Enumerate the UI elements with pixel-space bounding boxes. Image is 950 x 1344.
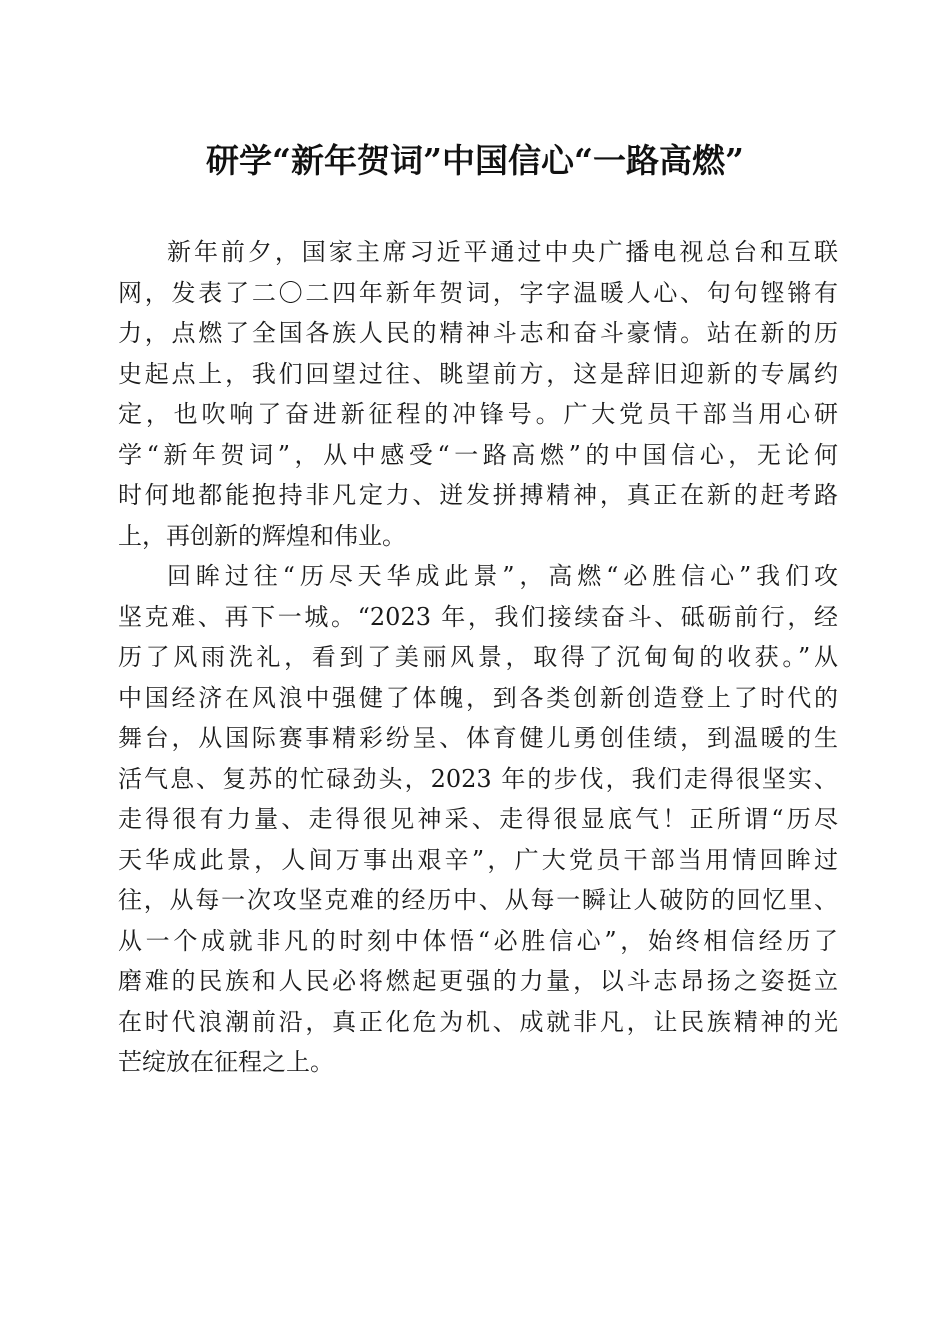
paragraph-line: 历了风雨洗礼，看到了美丽风景，取得了沉甸甸的收获。”从	[118, 643, 838, 671]
paragraph-line: 坚克难、再下一城。“2023 年，我们接续奋斗、砥砺前行，经	[118, 602, 838, 631]
paragraph-line: 活气息、复苏的忙碌劲头，2023 年的步伐，我们走得很坚实、	[118, 764, 838, 793]
paragraph-line: 网，发表了二〇二四年新年贺词，字字温暖人心、句句铿锵有	[118, 278, 838, 307]
paragraph-line: 回眸过往“历尽天华成此景”，高燃“必胜信心”我们攻	[167, 562, 838, 590]
paragraph-line: 学“新年贺词”，从中感受“一路高燃”的中国信心，无论何	[118, 440, 838, 469]
paragraph-line: 从一个成就非凡的时刻中体悟“必胜信心”，始终相信经历了	[118, 926, 838, 955]
paragraph-2	[118, 556, 838, 1083]
paragraph-line: 天华成此景，人间万事出艰辛”，广大党员干部当用情回眸过	[118, 845, 838, 874]
paragraph-line: 往，从每一次攻坚克难的经历中、从每一瞬让人破防的回忆里、	[118, 886, 838, 914]
paragraph-line: 在时代浪潮前沿，真正化危为机、成就非凡，让民族精神的光	[118, 1007, 838, 1036]
paragraph-line: 力，点燃了全国各族人民的精神斗志和奋斗豪情。站在新的历	[118, 319, 838, 347]
document-title: 研学“新年贺词”中国信心“一路高燃”	[206, 141, 744, 180]
paragraph-line: 时何地都能抱持非凡定力、迸发拼搏精神，真正在新的赶考路	[118, 481, 838, 509]
document-body	[118, 232, 838, 1083]
paragraph-line: 走得很有力量、走得很见神采、走得很显底气！正所谓“历尽	[118, 805, 838, 833]
paragraph-line: 磨难的民族和人民必将燃起更强的力量，以斗志昂扬之姿挺立	[118, 967, 838, 995]
paragraph-line: 新年前夕，国家主席习近平通过中央广播电视总台和互联	[167, 238, 838, 266]
paragraph-line: 上，再创新的辉煌和伟业。	[118, 521, 406, 550]
paragraph-line: 芒绽放在征程之上。	[118, 1048, 334, 1076]
paragraph-line: 中国经济在风浪中强健了体魄，到各类创新创造登上了时代的	[118, 683, 838, 712]
paragraph-line: 定，也吹响了奋进新征程的冲锋号。广大党员干部当用心研	[118, 400, 838, 428]
paragraph-line: 史起点上，我们回望过往、眺望前方，这是辞旧迎新的专属约	[118, 359, 838, 388]
paragraph-1	[118, 232, 838, 556]
paragraph-line: 舞台，从国际赛事精彩纷呈、体育健儿勇创佳绩，到温暖的生	[118, 724, 838, 752]
